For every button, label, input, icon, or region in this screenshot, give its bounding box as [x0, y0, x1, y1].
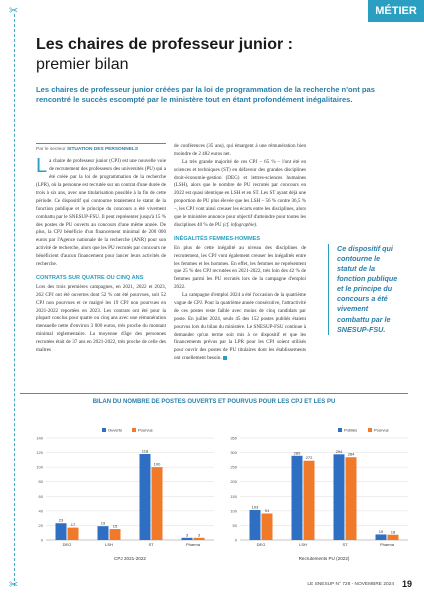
column-1	[36, 143, 166, 355]
legend-label: Pourvus	[374, 427, 389, 433]
y-tick-label: 50	[232, 522, 237, 528]
y-tick-label: 0	[40, 537, 43, 543]
data-label: 3	[185, 532, 189, 538]
x-tick-label: DEG	[62, 542, 72, 547]
data-label: 103	[251, 504, 259, 510]
x-tick-label: ST	[148, 542, 154, 547]
x-tick-label: Pharma	[185, 542, 201, 547]
bar	[376, 534, 387, 540]
bar	[140, 454, 151, 540]
bar	[292, 456, 303, 540]
paragraph	[174, 292, 306, 363]
legend-label: Ouverts	[108, 427, 123, 433]
legend-swatch	[132, 428, 136, 432]
bar	[334, 454, 345, 540]
data-label: 284	[347, 451, 355, 457]
y-tick-label: 150	[230, 493, 237, 499]
y-tick-label: 0	[234, 537, 237, 543]
y-tick-label: 100	[230, 508, 237, 514]
dropcap: L	[36, 155, 48, 178]
bar	[98, 526, 109, 540]
data-label: 18	[390, 529, 396, 535]
data-label: 23	[58, 517, 64, 523]
x-axis-label: Recrutements PU (2022)	[298, 556, 350, 561]
y-tick-label: 120	[36, 450, 43, 456]
paragraph: Lors des trois premières campagnes, en 2021, 2022 et 2023, 262 CPJ ont été ouvertes dont 52 % ont été pourvues, soit 52 CPJ non pourvues et ce malgré les 19 CPJ non pourvues en 2021-2022 reportées en 2023. Les contrats ont été pour la plupart conclus pour quatre ou cinq ans avec une rémunération mensuelle nette d'environ 3 000 euros, très proche du montant minimal réglementaire. La moyenne d'âge des personnes recrutées était de 37 ans en 2021-2022, très proche de celle des maîtres	[36, 283, 166, 353]
bar	[388, 535, 399, 540]
data-label: 100	[153, 461, 161, 467]
article-subtitle: premier bilan	[36, 56, 129, 73]
end-mark-icon	[223, 356, 227, 360]
byline-sector: SITUATION DES PERSONNELS	[66, 147, 139, 152]
y-tick-label: 20	[38, 522, 43, 528]
bar	[68, 528, 79, 540]
y-tick-label: 300	[230, 450, 237, 456]
data-label: 17	[70, 522, 76, 528]
column-2	[174, 143, 306, 363]
legend-swatch	[102, 428, 106, 432]
infographic-ref: (cf. infographie).	[222, 221, 258, 228]
y-tick-label: 100	[36, 464, 43, 470]
scissors-icon: ✂	[9, 579, 19, 591]
x-tick-label: DEG	[256, 542, 266, 547]
x-tick-label: ST	[342, 542, 348, 547]
chart-cpj	[26, 422, 220, 570]
y-tick-label: 200	[230, 479, 237, 485]
bar	[152, 467, 163, 540]
cut-line	[14, 14, 15, 586]
y-tick-label: 80	[38, 479, 43, 485]
article-title: Les chaires de professeur junior :	[36, 36, 293, 53]
byline	[36, 143, 166, 153]
bar	[346, 457, 357, 540]
y-tick-label: 40	[38, 508, 43, 514]
byline-prefix: Par le secteur	[36, 147, 66, 152]
subheading: CONTRATS SUR QUATRE OU CINQ ANS	[36, 274, 144, 281]
x-tick-label: LSH	[105, 542, 113, 547]
scissors-icon: ✂	[9, 5, 19, 17]
infographic-title: BILAN DU NOMBRE DE POSTES OUVERTS ET POURVUS POUR LES CPJ ET LES PU	[92, 399, 336, 405]
bar	[250, 510, 261, 540]
y-tick-label: 350	[230, 435, 237, 441]
x-tick-label: Pharma	[379, 542, 395, 547]
y-tick-label: 60	[38, 493, 43, 499]
legend-swatch	[368, 428, 372, 432]
paragraph: En plus de cette inégalité au niveau des disciplines de recrutement, les CPJ vont également creuser les inégalités entre les femmes et les hommes. En effet, les femmes ne représentent que 25 % des CPJ recrutées en 2021-2022, très loin des 42 % de femmes parmi les PU recrutés lors de la campagne d'emploi 2022.	[174, 244, 306, 291]
data-label: 294	[335, 448, 343, 454]
legend-swatch	[338, 428, 342, 432]
article-lede: Les chaires de professeur junior créées par la loi de programmation de la recherche n'ont pas rencontré le succès escompté par le ministère tout en étant profondément inégalitaires.	[36, 85, 375, 105]
paragraph	[36, 155, 166, 268]
bar	[110, 529, 121, 540]
section-tag: MÉTIER	[368, 0, 424, 22]
data-label: 118	[141, 448, 149, 454]
footer-issue: LE SNESUP N° 728 - NOVEMBRE 2024	[307, 582, 394, 587]
data-label: 19	[100, 520, 106, 526]
y-tick-label: 140	[36, 435, 43, 441]
bar	[304, 461, 315, 540]
legend-label: Publiés	[344, 427, 358, 433]
data-label: 19	[378, 528, 384, 534]
x-axis-label: CPJ 2021-2022	[114, 556, 146, 561]
paragraph: de conférences (35 ans), qui émargent à une rémunération bien moindre de 2 482 euros net.	[174, 143, 306, 157]
page-number: 19	[401, 579, 412, 589]
data-label: 272	[305, 455, 313, 461]
x-tick-label: LSH	[299, 542, 307, 547]
data-label: 15	[112, 523, 118, 529]
data-label: 3	[197, 532, 201, 538]
bar	[262, 513, 273, 540]
paragraph-text: a chaire de professeur junior (CPJ) est une nouvelle voie de recrutement des professeurs des universités (PU) qui a été créée par la loi de programmation de la recherche (LPR), où la personne est recrutée sur un contrat d'une durée de trois à six ans, avec une titularisation possible à la fin de cette période. Ce dispositif qui contourne totalement le statut de la fonction publique et le principe du concours a été vivement combattu par le SNESUP-FSU. Il peut représenter jusqu'à 15 % des postes de PU ouverts au concours d'une même année. De plus, la CPJ bénéficie d'un financement minimal de 200 000 euros par l'Agence nationale de la recherche (ANR) pour son activité de recherche, alors que les PU recrutés par concours ne bénéficient d'aucun financement pour lancer leurs activités de recherche.	[36, 158, 166, 267]
paragraph-text: La campagne d'emploi 2024 a été l'occasion de la quatrième vague de CPJ. Pour la quatrième année consécutive, l'attractivité de ces postes reste faible avec moins de cinq candidats par poste. En juillet 2024, seuls 45 des 152 postes publiés étaient pourvus lors du bilan du ministère. Le SNESUP-FSU continue à demander qu'un terme soit mis à ce dispositif et que les financements prévus par la LPR pour les CPJ soient utilisés pour ouvrir des postes de PU titulaires dont les établissements ont cruellement besoin.	[174, 292, 306, 362]
bar	[182, 538, 193, 540]
bar	[194, 538, 205, 540]
data-label: 289	[293, 450, 301, 456]
paragraph	[174, 159, 306, 230]
y-tick-label: 250	[230, 464, 237, 470]
pull-quote: Ce dispositif qui contourne le statut de la fonction publique et le principe du concours a été vivement combattu par le SNESUP-FSU.	[328, 244, 398, 335]
bar	[56, 523, 67, 540]
paragraph-text: La très grande majorité de ces CPJ – 65 % – l'ont été en sciences et techniques (ST) en défaveur des grandes disciplines droit-économie-gestion (DEG) et lettres-sciences humaines (LSH), alors que le nombre de PU recrutés par concours en 2022 est quasi identique en LSH et en ST. Les ST ayant déjà une proportion de PU plus élevée que les LSH – 56 % contre 36,5 % –, les CPJ vont ainsi creuser les écarts entre les disciplines, alors que le ministère annonce pour objectif d'atteindre pour toutes les disciplines 40 % de PU	[174, 158, 306, 228]
data-label: 91	[264, 507, 270, 513]
infographic	[20, 393, 408, 569]
chart-pu	[220, 422, 414, 570]
subheading: INÉGALITÉS FEMMES-HOMMES	[174, 235, 261, 242]
legend-label: Pourvus	[138, 427, 153, 433]
